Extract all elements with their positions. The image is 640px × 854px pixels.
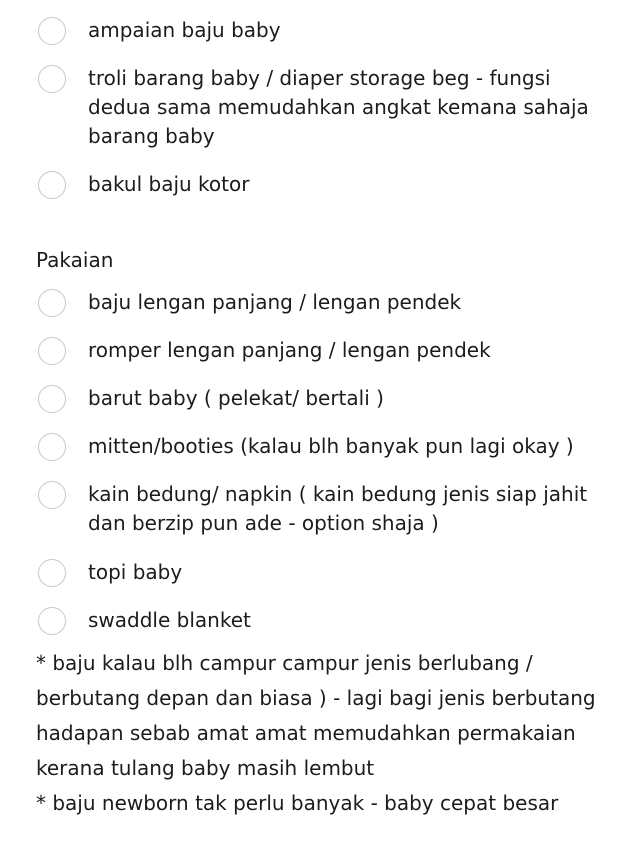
checkbox-circle-icon[interactable] xyxy=(38,337,66,365)
checkbox-circle-icon[interactable] xyxy=(38,171,66,199)
note-paragraph: * baju kalau blh campur campur jenis berlubang / berbutang depan dan biasa ) - lagi bagi jenis berbutang hadapan sebab amat amat memudahkan permakaian kerana tulang baby masih lembut xyxy=(36,651,596,780)
checklist-item-text: kain bedung/ napkin ( kain bedung jenis siap jahit dan berzip pun ade - option shaja ) xyxy=(88,482,588,535)
checkbox-circle-icon[interactable] xyxy=(38,433,66,461)
section-heading: Pakaian xyxy=(36,248,114,272)
checklist-item-text: troli barang baby / diaper storage beg - fungsi dedua sama memudahkan angkat kemana sahaja barang baby xyxy=(88,66,589,148)
checklist-item-text: baju lengan panjang / lengan pendek xyxy=(88,290,462,314)
checkbox-circle-icon[interactable] xyxy=(38,289,66,317)
note-paragraph: * baju newborn tak perlu banyak - baby cepat besar xyxy=(36,791,559,815)
checkbox-circle-icon[interactable] xyxy=(38,481,66,509)
checklist-item-text: romper lengan panjang / lengan pendek xyxy=(88,338,491,362)
checkbox-circle-icon[interactable] xyxy=(38,607,66,635)
checkbox-circle-icon[interactable] xyxy=(38,17,66,45)
checklist-item-text: ampaian baju baby xyxy=(88,18,281,42)
checklist-item-text: swaddle blanket xyxy=(88,608,251,632)
checklist-item-text: topi baby xyxy=(88,560,183,584)
checklist-item-text: barut baby ( pelekat/ bertali ) xyxy=(88,386,384,410)
checklist-item-text: mitten/booties (kalau blh banyak pun lagi okay ) xyxy=(88,434,574,458)
checklist-item-text: bakul baju kotor xyxy=(88,172,250,196)
checkbox-circle-icon[interactable] xyxy=(38,559,66,587)
checkbox-circle-icon[interactable] xyxy=(38,385,66,413)
checkbox-circle-icon[interactable] xyxy=(38,65,66,93)
